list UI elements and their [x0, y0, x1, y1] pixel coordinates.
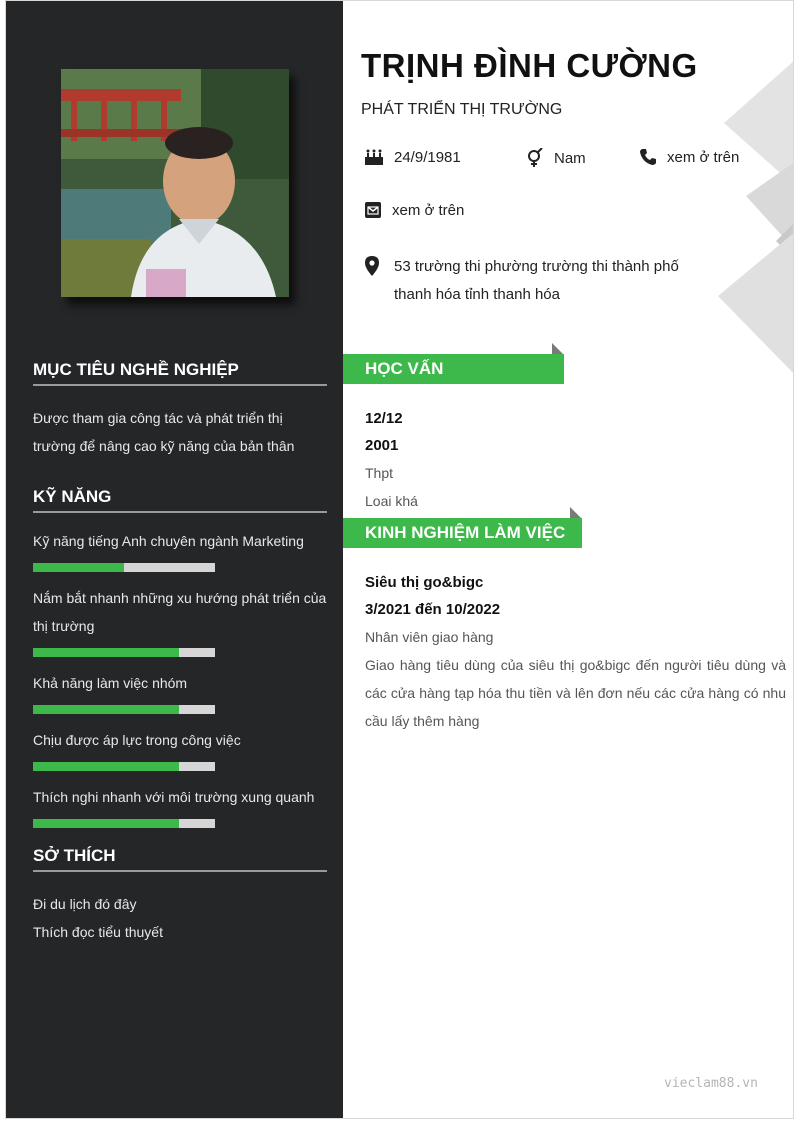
experience-period: 3/2021 đến 10/2022: [365, 601, 501, 618]
email-info: [364, 201, 464, 219]
phone-info: [639, 148, 739, 166]
hobby-item: Đi du lịch đó đây: [33, 896, 137, 912]
skill-bar: [33, 705, 215, 714]
skill-bar-fill: [33, 563, 124, 572]
hobbies-title: SỞ THÍCH: [33, 845, 327, 872]
skill-bar-fill: [33, 762, 179, 771]
skill-bar: [33, 648, 215, 657]
experience-section: [365, 569, 786, 735]
cv-page: [5, 0, 794, 1119]
experience-description: Giao hàng tiêu dùng của siêu thị go&bigc đến người tiêu dùng và các cửa hàng tạp hóa thu tiền và lên đơn nếu các cửa hàng có nhu cầu lấy thêm hàng: [365, 657, 786, 729]
skill-bar-fill: [33, 648, 179, 657]
education-section: [365, 405, 785, 515]
envelope-icon: [364, 201, 382, 219]
map-pin-icon: [364, 256, 380, 276]
education-title: HỌC VẤN: [365, 359, 444, 378]
experience-ribbon: [343, 518, 582, 548]
birthday-value: 24/9/1981: [394, 148, 461, 166]
skill-item: [33, 783, 327, 828]
skill-name: Chịu được áp lực trong công việc: [33, 732, 241, 748]
skill-item: [33, 726, 327, 771]
skill-name: Khả năng làm việc nhóm: [33, 675, 188, 691]
phone-icon: [639, 148, 657, 166]
sidebar: [6, 1, 343, 1119]
birthday-info: [364, 148, 461, 166]
gender-value: Nam: [554, 149, 586, 167]
phone-value: xem ở trên: [667, 148, 740, 166]
skill-bar: [33, 563, 215, 572]
hobbies-section: [33, 845, 327, 946]
hobbies-list: [33, 890, 327, 946]
education-ribbon: [343, 354, 564, 384]
hobby-item: Thích đọc tiểu thuyết: [33, 924, 163, 940]
skill-item: [33, 527, 327, 572]
profile-photo: [61, 69, 289, 297]
candidate-name: TRỊNH ĐÌNH CƯỜNG: [361, 47, 698, 84]
skill-bar: [33, 819, 215, 828]
address-value: 53 trường thi phường trường thi thành phố thanh hóa tỉnh thanh hóa: [394, 258, 679, 303]
address-info: [364, 253, 704, 309]
skills-section: [33, 486, 327, 840]
objective-section: [33, 359, 327, 460]
experience-position: Nhân viên giao hàng: [365, 629, 494, 645]
skill-bar-fill: [33, 705, 179, 714]
education-grade: Loai khá: [365, 493, 418, 509]
experience-title: KINH NGHIỆM LÀM VIỆC: [365, 523, 566, 542]
skill-name: Kỹ năng tiếng Anh chuyên ngành Marketing: [33, 533, 304, 549]
watermark: vieclam88.vn: [664, 1076, 758, 1091]
candidate-role: PHÁT TRIỂN THỊ TRƯỜNG: [361, 101, 563, 118]
education-period-end: 12/12: [365, 410, 403, 427]
skill-name: Thích nghi nhanh với môi trường xung quanh: [33, 789, 315, 805]
cake-icon: [364, 148, 384, 166]
skills-list: [33, 527, 327, 828]
education-year: 2001: [365, 437, 399, 454]
email-value: xem ở trên: [392, 201, 465, 219]
skill-item: [33, 584, 327, 657]
experience-company: Siêu thị go&bigc: [365, 574, 484, 591]
skill-name: Nắm bắt nhanh những xu hướng phát triển của thị trường: [33, 590, 327, 634]
avatar: [61, 69, 289, 297]
gender-icon: [526, 148, 544, 168]
skill-bar: [33, 762, 215, 771]
skill-item: [33, 669, 327, 714]
objective-text: Được tham gia công tác và phát triển thị trường để nâng cao kỹ năng của bản thân: [33, 410, 295, 454]
gender-info: [526, 148, 586, 168]
decorative-diamonds: [706, 51, 794, 381]
skills-title: KỸ NĂNG: [33, 486, 327, 513]
education-school: Thpt: [365, 465, 394, 481]
objective-title: MỤC TIÊU NGHỀ NGHIỆP: [33, 359, 327, 386]
skill-bar-fill: [33, 819, 179, 828]
